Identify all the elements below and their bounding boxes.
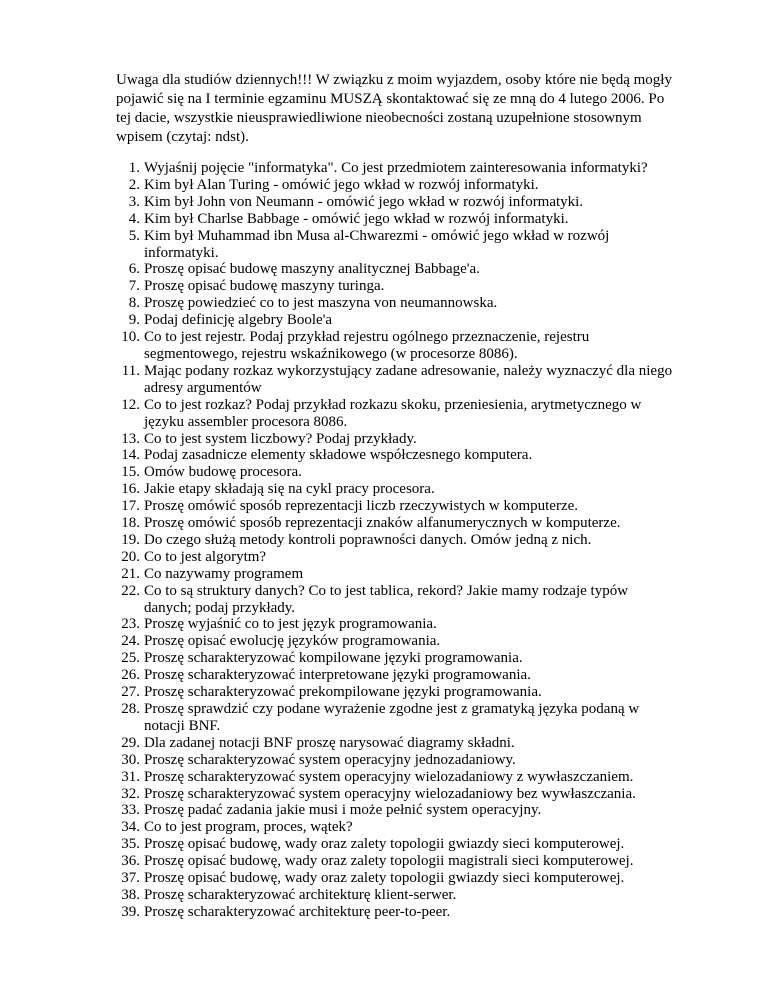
question-item (116, 735, 676, 752)
question-text: Proszę opisać budowę maszyny turinga. (144, 278, 385, 295)
question-item (116, 566, 676, 583)
question-number: 34. (121, 819, 140, 836)
question-text: Omów budowę procesora. (144, 464, 302, 481)
question-number: 8. (128, 295, 140, 312)
question-number: 33. (121, 802, 140, 819)
question-item (116, 853, 676, 870)
question-number: 11. (121, 362, 140, 379)
question-number: 12. (121, 396, 140, 413)
question-text: Proszę omówić sposób reprezentacji liczb rzeczywistych w komputerze. (144, 498, 579, 515)
question-number: 14. (121, 447, 140, 464)
question-item (116, 278, 676, 295)
question-item (116, 211, 676, 228)
question-number: 23. (121, 616, 140, 633)
question-number: 21. (121, 565, 140, 582)
question-text: Proszę scharakteryzować architekturę peer-to-peer. (144, 903, 451, 920)
question-item (116, 498, 676, 515)
question-item (116, 802, 676, 819)
question-item (116, 870, 676, 887)
question-text: Proszę opisać budowę, wady oraz zalety topologii gwiazdy sieci komputerowej. (144, 870, 625, 887)
question-text: Podaj zasadnicze elementy składowe współczesnego komputera. (144, 447, 533, 464)
question-item (116, 194, 676, 211)
question-number: 30. (121, 751, 140, 768)
question-item (116, 786, 676, 803)
question-item (116, 397, 676, 431)
question-number: 18. (121, 515, 140, 532)
question-number: 9. (128, 312, 140, 329)
question-number: 31. (121, 768, 140, 785)
question-item (116, 481, 676, 498)
question-text: Kim był Muhammad ibn Musa al-Chwarezmi - omówić jego wkład w rozwój informatyki. (144, 227, 610, 261)
question-text: Podaj definicję algebry Boole'a (144, 312, 333, 329)
question-item (116, 904, 676, 921)
question-text: Jakie etapy składają się na cykl pracy procesora. (144, 481, 435, 498)
question-text: Co to jest rejestr. Podaj przykład rejestru ogólnego przeznaczenie, rejestru segmentowego, rejestru wskaźnikowego (w procesorze 8086). (144, 329, 590, 362)
question-list (116, 160, 676, 921)
question-text: Proszę scharakteryzować prekompilowane języki programowania. (144, 684, 542, 701)
question-number: 7. (128, 278, 140, 295)
question-item (116, 261, 676, 278)
question-number: 38. (121, 886, 140, 903)
question-number: 35. (121, 836, 140, 853)
question-number: 5. (128, 227, 140, 244)
question-item (116, 887, 676, 904)
question-item (116, 684, 676, 701)
question-number: 29. (121, 734, 140, 751)
question-text: Proszę opisać budowę, wady oraz zalety topologii magistrali sieci komputerowej. (144, 853, 634, 870)
question-item (116, 549, 676, 566)
question-text: Proszę scharakteryzować kompilowane języki programowania. (144, 650, 523, 667)
question-item (116, 701, 676, 735)
question-text: Proszę sprawdzić czy podane wyrażenie zgodne jest z gramatyką języka podaną w notacji BNF. (144, 701, 640, 734)
question-text: Wyjaśnij pojęcie "informatyka". Co jest przedmiotem zainteresowania informatyki? (144, 160, 648, 176)
question-item (116, 329, 676, 363)
question-number: 17. (121, 498, 140, 515)
question-number: 32. (121, 785, 140, 802)
question-text: Do czego służą metody kontroli poprawności danych. Omów jedną z nich. (144, 531, 592, 548)
question-item (116, 633, 676, 650)
question-text: Proszę opisać budowę, wady oraz zalety topologii gwiazdy sieci komputerowej. (144, 836, 625, 853)
question-number: 36. (121, 853, 140, 870)
question-number: 13. (121, 430, 140, 447)
question-item (116, 160, 676, 177)
question-text: Co nazywamy programem (144, 565, 304, 582)
question-item (116, 295, 676, 312)
question-number: 19. (121, 531, 140, 548)
question-text: Proszę scharakteryzować architekturę klient-serwer. (144, 886, 457, 903)
question-text: Proszę opisać ewolucję języków programowania. (144, 633, 441, 650)
question-number: 3. (128, 193, 140, 210)
question-number: 1. (128, 160, 140, 176)
question-item (116, 447, 676, 464)
question-text: Proszę padać zadania jakie musi i może pełnić system operacyjny. (144, 802, 542, 819)
question-item (116, 650, 676, 667)
question-item (116, 532, 676, 549)
question-text: Dla zadanej notacji BNF proszę narysować diagramy składni. (144, 734, 515, 751)
question-number: 4. (128, 210, 140, 227)
question-item (116, 616, 676, 633)
question-item (116, 836, 676, 853)
question-number: 15. (121, 464, 140, 481)
question-text: Co to jest program, proces, wątek? (144, 819, 353, 836)
question-text: Co to jest system liczbowy? Podaj przykłady. (144, 430, 417, 447)
question-number: 2. (128, 176, 140, 193)
question-text: Proszę scharakteryzować system operacyjny jednozadaniowy. (144, 751, 516, 768)
question-item (116, 515, 676, 532)
question-number: 27. (121, 684, 140, 701)
question-number: 26. (121, 667, 140, 684)
question-number: 22. (121, 582, 140, 599)
question-item (116, 312, 676, 329)
question-item (116, 431, 676, 448)
question-text: Kim był Alan Turing - omówić jego wkład w rozwój informatyki. (144, 176, 539, 193)
notice-paragraph: Uwaga dla studiów dziennych!!! W związku z moim wyjazdem, osoby które nie będą mogły pojawić się na I terminie egzaminu MUSZĄ skontaktować się ze mną do 4 lutego 2006. Po tej dacie, wszystkie nieusprawiedliwione nieobecności zostaną uzupełnione stosownym wpisem (czytaj: ndst). (116, 72, 672, 145)
question-text: Co to jest algorytm? (144, 548, 267, 565)
question-text: Kim był John von Neumann - omówić jego wkład w rozwój informatyki. (144, 193, 584, 210)
question-number: 10. (121, 329, 140, 346)
question-text: Mając podany rozkaz wykorzystujący zadane adresowanie, należy wyznaczyć dla niego adresy argumentów (144, 362, 673, 396)
question-item (116, 363, 676, 397)
question-item (116, 667, 676, 684)
question-text: Proszę scharakteryzować interpretowane języki programowania. (144, 667, 531, 684)
question-number: 16. (121, 481, 140, 498)
question-number: 28. (121, 701, 140, 717)
question-number: 25. (121, 650, 140, 667)
question-text: Co to jest rozkaz? Podaj przykład rozkazu skoku, przeniesienia, arytmetycznego w języku assembler procesora 8086. (144, 396, 642, 430)
question-item (116, 228, 676, 262)
question-item (116, 464, 676, 481)
question-text: Proszę scharakteryzować system operacyjny wielozadaniowy z wywłaszczaniem. (144, 768, 634, 785)
question-text: Kim był Charlse Babbage - omówić jego wkład w rozwój informatyki. (144, 210, 569, 227)
question-item (116, 177, 676, 194)
question-text: Proszę opisać budowę maszyny analitycznej Babbage'a. (144, 261, 480, 278)
question-number: 39. (121, 903, 140, 920)
question-text: Proszę powiedzieć co to jest maszyna von neumannowska. (144, 295, 498, 312)
question-text: Proszę scharakteryzować system operacyjny wielozadaniowy bez wywłaszczania. (144, 785, 636, 802)
question-text: Proszę omówić sposób reprezentacji znaków alfanumerycznych w komputerze. (144, 515, 621, 532)
question-number: 37. (121, 870, 140, 887)
question-item (116, 819, 676, 836)
question-item (116, 769, 676, 786)
question-text: Co to są struktury danych? Co to jest tablica, rekord? Jakie mamy rodzaje typów danych; podaj przykłady. (144, 582, 629, 616)
question-item (116, 752, 676, 769)
question-number: 20. (121, 548, 140, 565)
question-number: 24. (121, 633, 140, 650)
question-text: Proszę wyjaśnić co to jest język programowania. (144, 616, 437, 633)
question-item (116, 583, 676, 617)
question-number: 6. (128, 261, 140, 278)
